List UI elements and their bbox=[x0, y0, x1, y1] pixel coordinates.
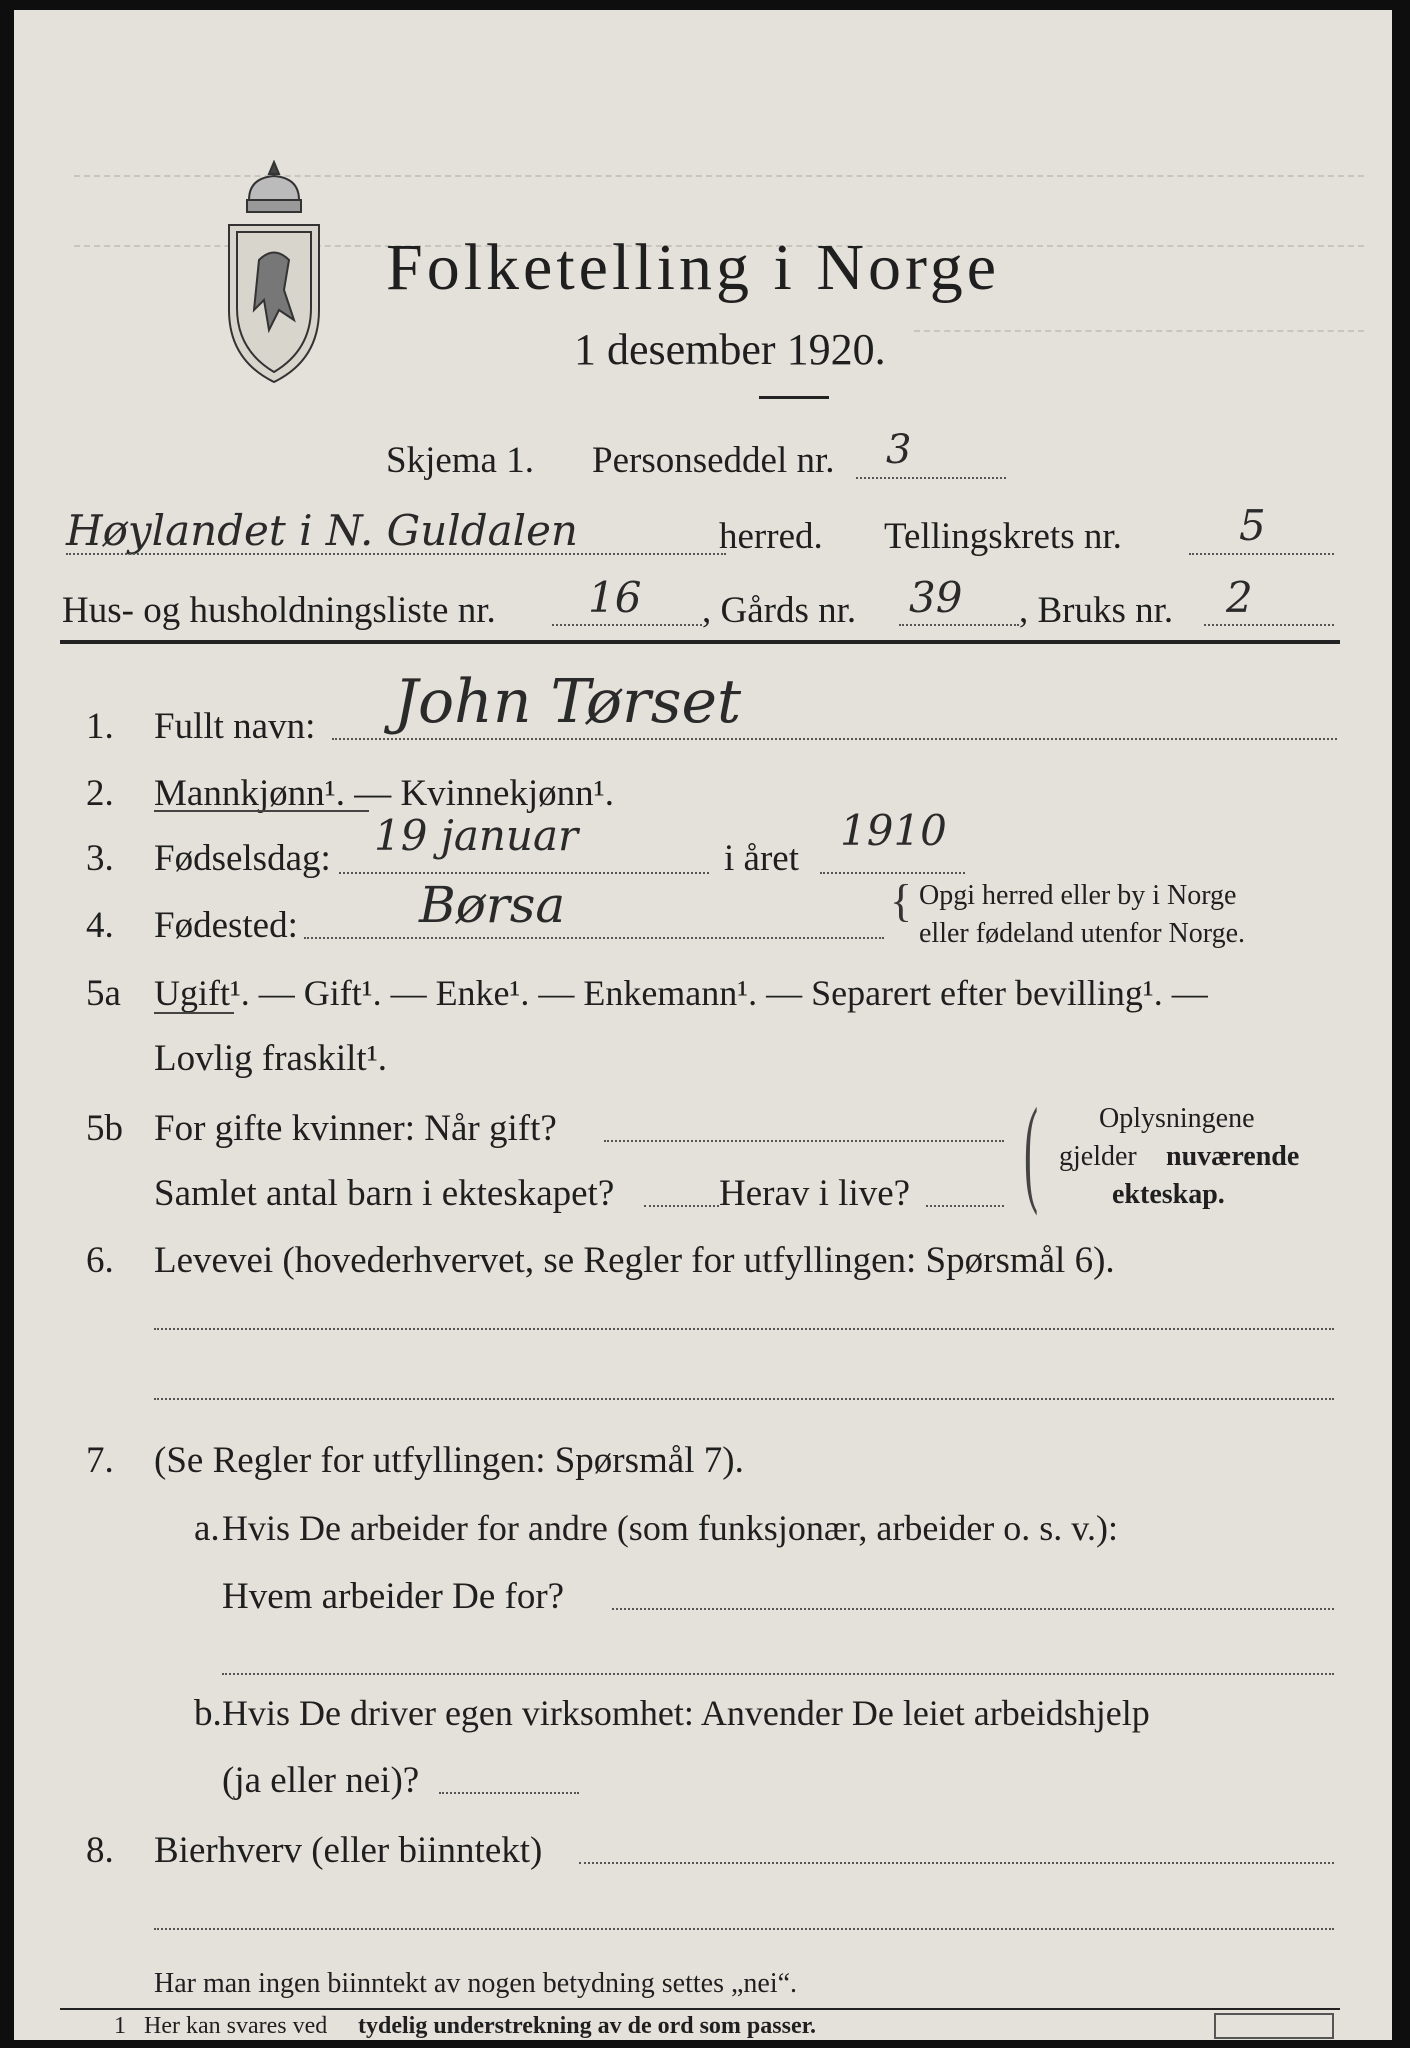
personseddel-line bbox=[856, 477, 1006, 479]
q5b-note-line2a: gjelder bbox=[1059, 1141, 1137, 1172]
q5b-live-line bbox=[926, 1205, 1004, 1207]
q5a-line2: Lovlig fraskilt¹. bbox=[154, 1038, 388, 1079]
q7b-line1: Hvis De driver egen virksomhet: Anvender De leiet arbeidshjelp bbox=[222, 1693, 1150, 1733]
gards-label: , Gårds nr. bbox=[702, 590, 857, 631]
q7b-letter: b. bbox=[194, 1693, 222, 1734]
gards-line bbox=[899, 624, 1019, 626]
q5a-number: 5a bbox=[86, 973, 121, 1014]
footnote-text-b: tydelig understrekning av de ord som passer. bbox=[358, 2013, 817, 2039]
footer-divider bbox=[60, 2008, 1340, 2010]
q1-line bbox=[332, 738, 1337, 740]
tellingskrets-value[interactable]: 5 bbox=[1239, 501, 1266, 550]
q5b-note-line1: Oplysningene bbox=[1099, 1103, 1255, 1134]
q5b-line1: For gifte kvinner: Når gift? bbox=[154, 1108, 557, 1149]
form-title: Folketelling i Norge bbox=[386, 231, 1001, 304]
q1-number: 1. bbox=[86, 706, 114, 747]
q4-value[interactable]: Børsa bbox=[419, 876, 566, 934]
q7b-line2: (ja eller nei)? bbox=[222, 1760, 420, 1801]
q3-line bbox=[339, 872, 709, 874]
census-date: 1 desember 1920. bbox=[574, 325, 886, 374]
q5b-gift-line bbox=[604, 1140, 1004, 1142]
q7a-line2: Hvem arbeider De for? bbox=[222, 1576, 565, 1617]
gards-value[interactable]: 39 bbox=[909, 573, 963, 622]
header-divider bbox=[60, 640, 1340, 644]
q8-line-extra bbox=[154, 1928, 1334, 1930]
personseddel-value[interactable]: 3 bbox=[886, 427, 912, 473]
q5b-number: 5b bbox=[86, 1108, 123, 1149]
q5b-note-line3: ekteskap. bbox=[1112, 1179, 1225, 1210]
q5a-line1: Ugift¹. — Gift¹. — Enke¹. — Enkemann¹. — Separert efter bevilling¹. — bbox=[154, 973, 1208, 1013]
q5b-line2a: Samlet antal barn i ekteskapet? bbox=[154, 1173, 615, 1214]
q7-label: (Se Regler for utfyllingen: Spørsmål 7). bbox=[154, 1440, 744, 1481]
footnote-number: 1 bbox=[114, 2013, 126, 2039]
q8-number: 8. bbox=[86, 1830, 114, 1871]
herred-line bbox=[66, 553, 726, 555]
q3-year-label: i året bbox=[724, 838, 799, 879]
q3-value[interactable]: 19 januar bbox=[374, 811, 579, 860]
footer-note: Har man ingen biinntekt av nogen betydning settes „nei“. bbox=[154, 1968, 798, 1999]
printer-stamp bbox=[1214, 2013, 1334, 2039]
skjema-label: Skjema 1. bbox=[386, 440, 534, 481]
q6-line1 bbox=[154, 1328, 1334, 1330]
coat-of-arms-icon bbox=[219, 160, 329, 385]
q7b-line bbox=[439, 1792, 579, 1794]
husliste-label: Hus- og husholdningsliste nr. bbox=[62, 590, 496, 631]
bruks-label: , Bruks nr. bbox=[1019, 590, 1174, 631]
herred-value[interactable]: Høylandet i N. Guldalen bbox=[66, 506, 578, 555]
q8-label: Bierhverv (eller biinntekt) bbox=[154, 1830, 543, 1871]
bleed-through-line bbox=[914, 330, 1364, 332]
q3-number: 3. bbox=[86, 838, 114, 879]
q5b-barn-line bbox=[644, 1205, 719, 1207]
q6-number: 6. bbox=[86, 1240, 114, 1281]
q4-brace: { bbox=[890, 875, 913, 926]
q1-label: Fullt navn: bbox=[154, 706, 316, 747]
q3-year-value[interactable]: 1910 bbox=[840, 806, 947, 855]
q7a-line bbox=[612, 1608, 1334, 1610]
q7a-line-extra bbox=[222, 1673, 1334, 1675]
q8-line bbox=[579, 1862, 1334, 1864]
husliste-value[interactable]: 16 bbox=[588, 573, 642, 622]
q7a-letter: a. bbox=[194, 1508, 220, 1549]
q5b-line2b: Herav i live? bbox=[719, 1173, 911, 1214]
q6-label: Levevei (hovederhvervet, se Regler for utfyllingen: Spørsmål 6). bbox=[154, 1240, 1115, 1281]
title-divider bbox=[759, 396, 829, 399]
q4-note-line1: Opgi herred eller by i Norge bbox=[919, 880, 1237, 911]
q5b-note-line2b: nuværende bbox=[1166, 1141, 1300, 1172]
personseddel-label: Personseddel nr. bbox=[592, 440, 835, 481]
herred-label: herred. bbox=[719, 516, 823, 557]
footnote-text-a: Her kan svares ved bbox=[144, 2013, 328, 2039]
q4-label: Fødested: bbox=[154, 905, 298, 946]
q4-number: 4. bbox=[86, 905, 114, 946]
census-form bbox=[14, 10, 1392, 2040]
q7-number: 7. bbox=[86, 1440, 114, 1481]
q3-label: Fødselsdag: bbox=[154, 838, 331, 879]
bruks-value[interactable]: 2 bbox=[1226, 573, 1253, 622]
tellingskrets-label: Tellingskrets nr. bbox=[884, 516, 1122, 557]
q2-underline bbox=[154, 810, 369, 812]
q6-line2 bbox=[154, 1398, 1334, 1400]
husliste-line bbox=[552, 624, 702, 626]
tellingskrets-line bbox=[1189, 553, 1334, 555]
q4-note-line2: eller fødeland utenfor Norge. bbox=[919, 918, 1246, 949]
bruks-line bbox=[1204, 624, 1334, 626]
q4-line bbox=[304, 937, 884, 939]
q5a-underline bbox=[154, 1012, 234, 1014]
q2-label: Mannkjønn¹. — Kvinnekjønn¹. bbox=[154, 773, 614, 814]
q2-number: 2. bbox=[86, 773, 114, 814]
q1-value[interactable]: John Tørset bbox=[394, 667, 742, 737]
q7a-line1: Hvis De arbeider for andre (som funksjonær, arbeider o. s. v.): bbox=[222, 1508, 1118, 1548]
q3-year-line bbox=[820, 872, 965, 874]
q5b-bracket-left: ( bbox=[1024, 1083, 1038, 1216]
